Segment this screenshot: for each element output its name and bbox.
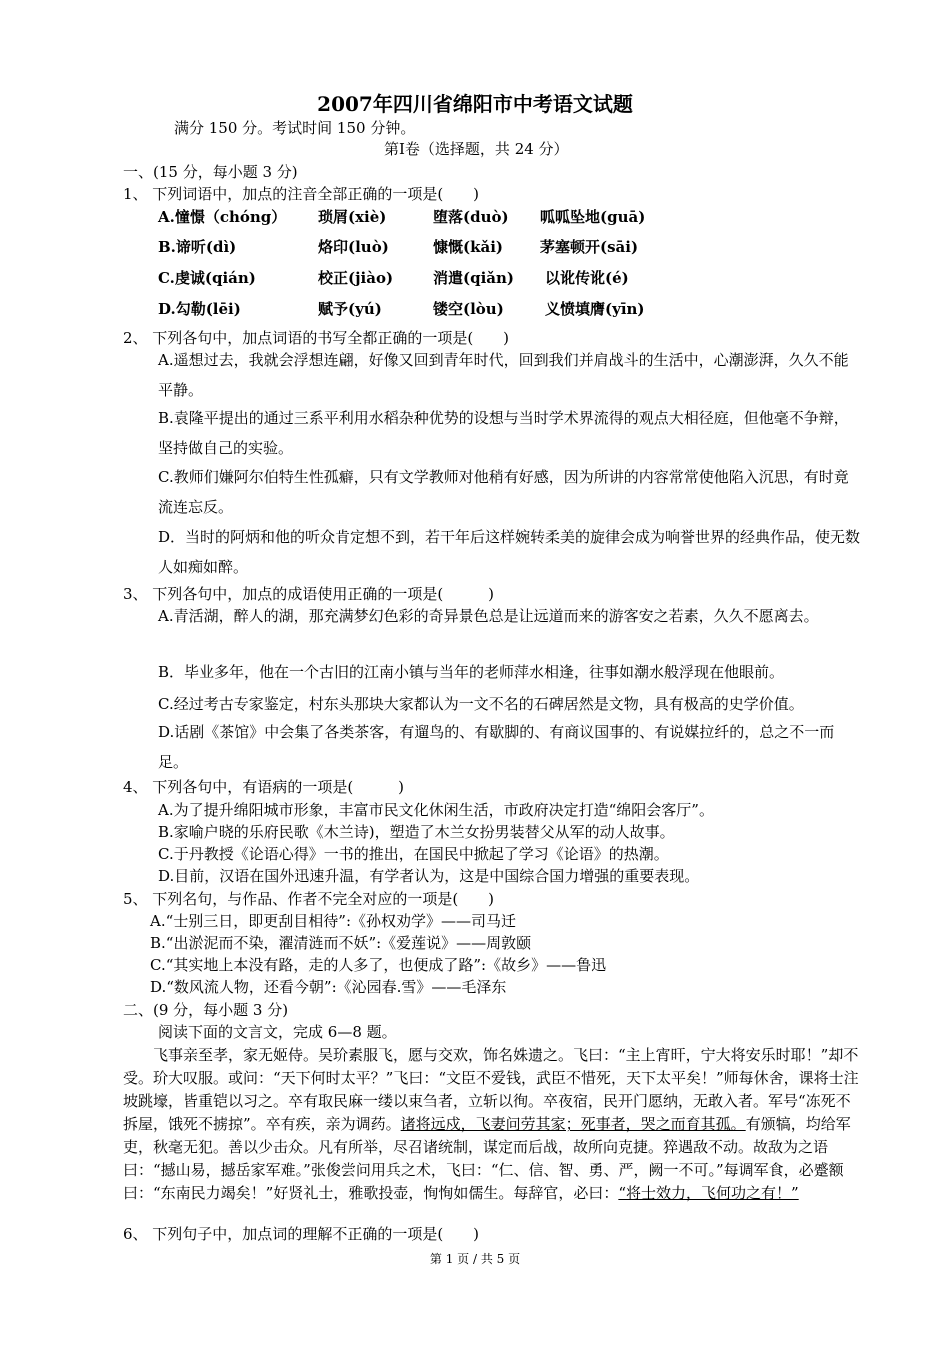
section-2-heading: 二、(9 分，每小题 3 分) [123,1001,289,1019]
q1-d-word-3: 镂空(lòu) [433,300,504,318]
exam-meta: 满分 150 分。考试时间 150 分钟。 [174,119,416,137]
q1-a-word-1: A.憧憬（chóng） [158,208,287,226]
q3-option-a: A.青活湖，醉人的湖，那充满梦幻色彩的奇异景色总是让远道而来的游客安之若素，久久不愿离去。 [158,607,819,625]
q2-option-c: C.教师们嫌阿尔伯特生性孤癖，只有文学教师对他稍有好感，因为所讲的内容常常使他陷入沉思，有时竟流连忘反。 [158,468,849,516]
q1-d-word-1: D.勾勒(lēi) [158,300,241,318]
q4-option-d: D.目前，汉语在国外迅速升温，有学者认为，这是中国综合国力增强的重要表现。 [158,867,700,885]
q4-option-c: C.于丹教授《论语心得》一书的推出，在国民中掀起了学习《论语》的热潮。 [158,845,669,863]
section-1-heading: 一、(15 分，每小题 3 分) [123,163,298,181]
q3-option-b: B．毕业多年，他在一个古旧的江南小镇与当年的老师萍水相逢，往事如潮水般浮现在他眼前。 [158,663,785,681]
passage-underline-1: 诸将远戍，飞妻问劳其家；死事者，哭之而育其孤。 [400,1115,746,1133]
question-3-stem: 3、 下列各句中，加点的成语使用正确的一项是( ) [123,585,495,603]
question-2-stem: 2、 下列各句中，加点词语的书写全都正确的一项是( ) [123,329,510,347]
q4-option-a: A.为了提升绵阳城市形象，丰富市民文化休闲生活，市政府决定打造“绵阳会客厅”。 [158,801,714,819]
question-1-stem: 1、 下列词语中，加点的注音全部正确的一项是( ) [123,185,480,203]
q1-c-word-4: 以讹传讹(é) [545,269,629,287]
q1-d-word-2: 赋予(yú) [318,300,382,318]
page-footer: 第 1 页 / 共 5 页 [429,1252,521,1266]
q1-c-word-1: C.虔诚(qián) [158,269,256,287]
q3-option-d: D.话剧《茶馆》中会集了各类茶客，有遛鸟的、有歇脚的、有商议国事的、有说媒拉纤的，总之不一而足。 [158,723,835,771]
passage-part-2: 有颁犒，均给军吏，秋毫无犯。善以少击众。凡有所举，尽召诸统制，谋定而后战，故所向克捷。猝遇敌不动。故敌为之语曰：“撼山易，撼岳家军难。”张俊尝问用兵之术，飞曰：“仁、信、智、勇、严，阙一不可。”每调军食，必蹙额曰：“东南民力竭矣！”好贤礼士，雅歌投壶，恂恂如儒生。每辞官，必曰： [123,1115,851,1202]
q3-option-c: C.经过考古专家鉴定，村东头那块大家都认为一文不名的石碑居然是文物，具有极高的史学价值。 [158,695,804,713]
question-4-stem: 4、 下列各句中，有语病的一项是( ) [123,778,405,796]
q2-option-d: D．当时的阿炳和他的听众肯定想不到，若干年后这样婉转柔美的旋律会成为响誉世界的经典作品，使无数人如痴如醉。 [158,528,861,576]
q1-a-word-2: 琐屑(xiè) [318,208,387,226]
q1-c-word-3: 消遣(qiǎn) [433,269,515,287]
q1-a-word-3: 堕落(duò) [433,208,509,226]
question-6-stem: 6、 下列句子中，加点词的理解不正确的一项是( ) [123,1225,480,1243]
page-title: 2007年四川省绵阳市中考语文试题 [317,92,633,116]
q5-option-b: B.“出淤泥而不染，濯清涟而不妖”:《爱莲说》——周敦颐 [150,934,532,952]
question-5-stem: 5、 下列名句，与作品、作者不完全对应的一项是( ) [123,890,495,908]
passage-underline-2: “将士效力，飞何功之有！” [618,1184,799,1202]
q1-b-word-2: 烙印(luò) [318,238,389,256]
classical-passage [123,1044,865,1205]
q1-a-word-4: 呱呱坠地(guā) [540,208,646,226]
volume-heading: 第Ⅰ卷（选择题，共 24 分） [384,140,569,158]
reading-instruction: 阅读下面的文言文，完成 6—8 题。 [158,1023,397,1041]
q5-option-d: D.“数风流人物，还看今朝”:《沁园春.雪》——毛泽东 [150,978,507,996]
q2-option-a: A.遥想过去，我就会浮想连翩，好像又回到青年时代，回到我们并肩战斗的生活中，心潮澎湃，久久不能平静。 [158,351,849,399]
q1-d-word-4: 义愤填膺(yīn) [545,300,645,318]
q5-option-a: A.“士别三日，即更刮目相待”:《孙权劝学》——司马迁 [150,912,516,930]
q5-option-c: C.“其实地上本没有路，走的人多了，也便成了路”:《故乡》——鲁迅 [150,956,607,974]
q1-b-word-1: B.谛听(dì) [158,238,237,256]
q2-option-b: B.袁隆平提出的通过三系平利用水稻杂种优势的设想与当时学术界流得的观点大相径庭，但他毫不争辩，坚持做自己的实验。 [158,409,849,457]
passage-part-1: 飞事亲至孝，家无姬侍。吴玠素服飞，愿与交欢，饰名姝遗之。飞曰：“主上宵旰，宁大将安乐时耶！”却不受。玠大叹服。或问：“天下何时太平？”飞曰：“文臣不爱钱，武臣不惜死，天下太平矣！”师每休舍，课将士注坡跳壕，皆重铠以习之。卒有取民麻一缕以束刍者，立斩以徇。卒夜宿，民开门愿纳，无敢入者。军号“冻死不拆屋，饿死不掳掠”。卒有疾，亲为调药。 [123,1046,859,1133]
q1-b-word-4: 茅塞顿开(sāi) [540,238,639,256]
q1-b-word-3: 慷慨(kǎi) [433,238,504,256]
q4-option-b: B.家喻户晓的乐府民歌《木兰诗)，塑造了木兰女扮男装替父从军的动人故事。 [158,823,675,841]
q1-c-word-2: 校正(jiào) [318,269,394,287]
